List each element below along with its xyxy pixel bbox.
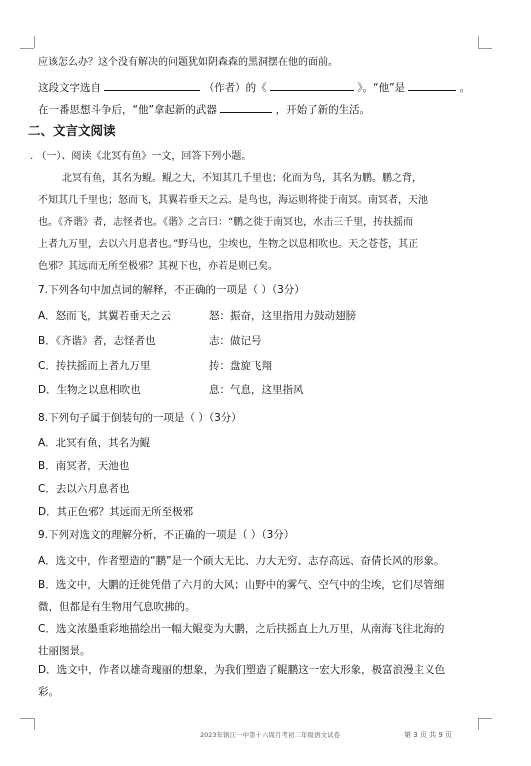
q7-option-a[interactable] <box>38 309 171 323</box>
q7-option-b[interactable] <box>38 334 155 348</box>
intro-line-1: 应该怎么办？这个没有解决的问题犹如阴森森的黑洞摆在他的面前。 <box>38 57 338 68</box>
passage-line: 上者九万里，去以六月息者也。”野马也，尘埃也，生物之以息相吹也。天之苍苍，其正 <box>38 239 419 250</box>
crop-mark-top-right-h <box>478 48 492 49</box>
q9-option-d[interactable]: D．选文中，作者以雄奇瑰丽的想象，为我们塑造了鲲鹏这一宏大形象，极富浪漫主义色 <box>38 664 446 676</box>
intro-fill-line <box>38 79 470 95</box>
passage-line: 也。《齐谐》者，志怪者也。《谐》之言曰：“鹏之徙于南冥也，水击三千里，抟扶摇而 <box>38 217 414 228</box>
fill-text-d: 。 <box>459 82 471 94</box>
crop-mark-bottom-right-h <box>478 718 492 719</box>
fill-text-a: 这段文字选自 <box>38 82 101 94</box>
q7-option-b-explain: 志：做记号 <box>209 335 262 347</box>
q7-option-d[interactable] <box>38 383 141 397</box>
question-intro: . （一）、阅读《北冥有鱼》一文，回答下列小题。 <box>30 151 252 162</box>
q7-option-c-explain: 抟：盘旋飞翔 <box>209 360 272 372</box>
line3-text-b: ，开始了新的生活。 <box>275 104 371 116</box>
work-title-blank[interactable] <box>270 79 354 91</box>
q9-option-c-cont: 壮丽图景。 <box>38 645 91 657</box>
section-title: 二、文言文阅读 <box>28 123 116 138</box>
author-blank[interactable] <box>104 79 200 91</box>
q9-option-d-cont: 彩。 <box>38 686 59 698</box>
fill-text-c: 》。“他”是 <box>357 82 406 94</box>
q8-option-a[interactable]: A．北冥有鱼，其名为鲲 <box>38 437 151 449</box>
q8-option-b[interactable]: B．南冥者，天池也 <box>38 460 130 472</box>
crop-mark-top-left <box>20 36 35 48</box>
passage-line: 北冥有鱼，其名为鲲。鲲之大，不知其几千里也；化而为鸟，其名为鹏。鹏之背， <box>62 173 422 184</box>
q7-option-a-text: A．怒而飞，其翼若垂天之云 <box>38 310 172 322</box>
footer-exam-title: 2023年镇江一中第十六周月考初二年级语文试卷 <box>200 731 341 739</box>
q9-option-b-cont: 微，但都是有生物用气息吹拂的。 <box>38 601 196 613</box>
crop-mark-top-right <box>478 36 493 48</box>
fill-text-b: （作者）的《 <box>203 82 267 94</box>
q8-option-c[interactable]: C．去以六月息者也 <box>38 483 130 495</box>
q8-option-d[interactable]: D．其正色邪？其远而无所至极邪 <box>38 506 194 518</box>
q9-option-b[interactable]: B．选文中，大鹏的迁徙凭借了六月的大风；山野中的雾气、空气中的尘埃，它们尽管细 <box>38 579 445 591</box>
crop-mark-top-left-h <box>20 48 34 49</box>
q7-option-d-explain: 息：气息，这里指风 <box>209 384 304 396</box>
crop-mark-bottom-left <box>20 718 35 730</box>
crop-mark-bottom-right <box>478 718 493 730</box>
q8-stem: 8.下列句子属于倒装句的一项是（ ）（3分） <box>38 412 242 424</box>
q7-stem: 7.下列各句中加点词的解释，不正确的一项是（ ）（3分） <box>38 284 305 296</box>
crop-mark-bottom-left-h <box>20 718 34 719</box>
line3-text-a: 在一番思想斗争后，“他”拿起新的武器 <box>38 104 217 116</box>
q9-option-c[interactable]: C．选文浓墨重彩地描绘出一幅大鲲变为大鹏，之后扶摇直上九万里，从南海飞往北海的 <box>38 623 445 635</box>
q9-stem: 9.下列对选文的理解分析，不正确的一项是（ ）（3分） <box>38 529 295 541</box>
passage-line: 色邪？其远而无所至极邪？其视下也，亦若是则已矣。 <box>38 261 278 272</box>
passage-line: 不知其几千里也；怒而飞，其翼若垂天之云。是鸟也，海运则将徙于南冥。南冥者，天池 <box>38 195 428 206</box>
q7-option-d-text: D．生物之以息相吹也 <box>38 384 141 396</box>
intro-line-3 <box>38 101 370 117</box>
weapon-blank[interactable] <box>220 101 272 113</box>
q9-option-a[interactable]: A．选文中，作者塑造的“鹏”是一个硕大无比、力大无穷、志存高远、奋倩长风的形象。 <box>38 555 445 567</box>
q7-option-b-text: B．《齐谐》者，志怪者也 <box>38 335 156 347</box>
footer-page-number: 第 3 页 共 9 页 <box>404 731 453 739</box>
q7-option-a-explain: 怒：振奋，这里指用力鼓动翅膀 <box>209 310 356 322</box>
q7-option-c-text: C．抟扶摇而上者九万里 <box>38 360 151 372</box>
q7-option-c[interactable] <box>38 359 150 373</box>
he-blank[interactable] <box>408 79 456 91</box>
